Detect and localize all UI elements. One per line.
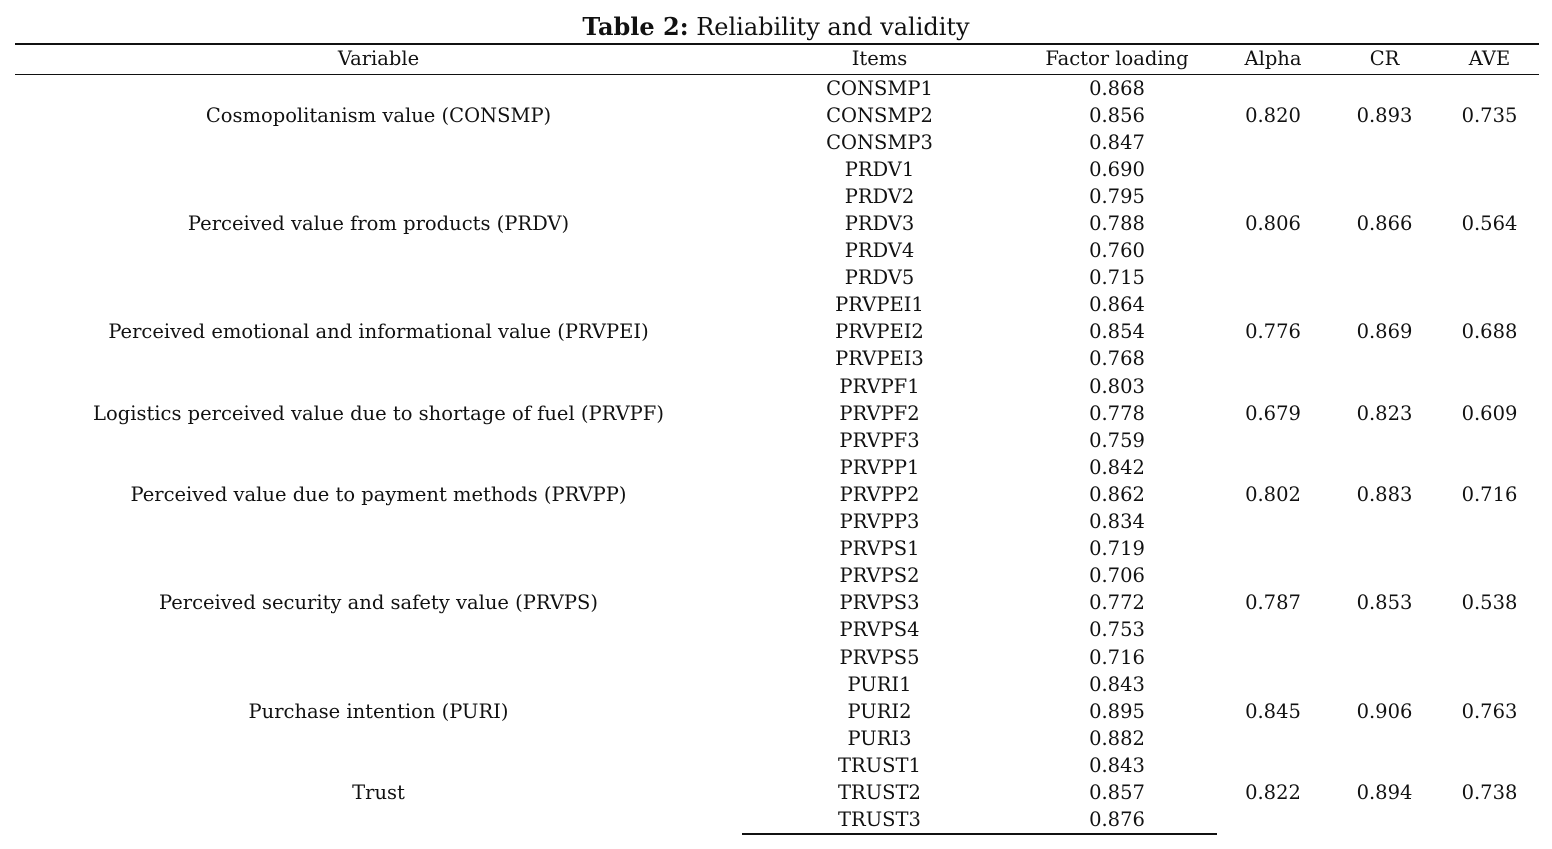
alpha-cell: 0.845	[1245, 699, 1301, 723]
item-cell: PRDV2	[844, 184, 915, 208]
ave-cell: 0.738	[1461, 781, 1518, 805]
item-cell: CONSMP3	[826, 130, 933, 154]
item-cell: PRVPF1	[839, 374, 920, 398]
factor-loading-cell: 0.719	[1089, 537, 1145, 561]
factor-loading-cell: 0.795	[1089, 184, 1145, 208]
table-row	[15, 74, 1539, 102]
item-cell: PRVPEI3	[835, 347, 924, 371]
ave-cell: 0.763	[1461, 699, 1518, 723]
item-cell: CONSMP1	[826, 76, 933, 100]
factor-loading-cell: 0.803	[1089, 374, 1145, 398]
alpha-cell: 0.806	[1245, 212, 1301, 236]
factor-loading-cell: 0.864	[1089, 293, 1145, 317]
factor-loading-cell: 0.843	[1089, 672, 1145, 696]
table-caption	[0, 12, 1552, 42]
factor-loading-cell: 0.834	[1089, 510, 1145, 534]
factor-loading-cell: 0.759	[1089, 428, 1145, 452]
alpha-cell: 0.820	[1245, 103, 1301, 127]
variable-cell: Perceived security and safety value (PRVPS)	[158, 591, 599, 615]
factor-loading-cell: 0.895	[1089, 699, 1145, 723]
variable-cell: Purchase intention (PURI)	[248, 699, 509, 723]
variable-cell: Cosmopolitanism value (CONSMP)	[205, 103, 552, 127]
ave-cell: 0.716	[1461, 482, 1518, 506]
factor-loading-cell: 0.715	[1089, 266, 1145, 290]
factor-loading-cell: 0.868	[1089, 76, 1145, 100]
item-cell: PRVPEI2	[835, 320, 924, 344]
factor-loading-cell: 0.882	[1089, 726, 1145, 750]
factor-loading-cell: 0.856	[1089, 103, 1145, 127]
item-cell: TRUST2	[838, 780, 921, 804]
ave-cell: 0.735	[1461, 103, 1518, 127]
factor-loading-cell: 0.768	[1089, 347, 1145, 371]
table-header	[15, 44, 1539, 74]
alpha-cell: 0.787	[1245, 591, 1301, 615]
table-row	[15, 752, 1539, 779]
factor-loading-cell: 0.706	[1089, 564, 1145, 588]
item-cell: PRVPS3	[839, 591, 920, 615]
table-row	[15, 156, 1539, 183]
table-row	[15, 373, 1539, 400]
ave-cell: 0.564	[1461, 212, 1518, 236]
item-cell: PRVPS1	[839, 537, 920, 561]
reliability-validity-table	[15, 43, 1539, 835]
factor-loading-cell: 0.753	[1089, 618, 1145, 642]
item-cell: PRVPS5	[839, 645, 920, 669]
item-cell: PURI2	[847, 699, 912, 723]
item-cell: PRDV1	[844, 157, 915, 181]
alpha-cell: 0.822	[1245, 781, 1301, 805]
variable-cell: Perceived value from products (PRDV)	[187, 212, 570, 236]
factor-loading-cell: 0.857	[1089, 780, 1145, 804]
cr-cell: 0.869	[1356, 320, 1413, 344]
cr-cell: 0.906	[1356, 699, 1413, 723]
item-cell: PURI1	[847, 672, 912, 696]
factor-loading-cell: 0.760	[1089, 239, 1145, 263]
column-header-alpha: Alpha	[1217, 44, 1329, 74]
item-cell: PRDV4	[844, 239, 915, 263]
item-cell: PRVPP3	[839, 510, 920, 534]
alpha-cell: 0.776	[1245, 320, 1301, 344]
table-caption-label: Table 2:	[582, 12, 689, 41]
column-header-items: Items	[742, 44, 1017, 74]
cr-cell: 0.893	[1356, 103, 1413, 127]
table-row	[15, 671, 1539, 698]
variable-cell: Perceived emotional and informational value (PRVPEI)	[108, 320, 649, 344]
factor-loading-cell: 0.690	[1089, 157, 1145, 181]
table-caption-text: Reliability and validity	[696, 13, 970, 41]
item-cell: TRUST1	[838, 753, 921, 777]
factor-loading-cell: 0.778	[1089, 401, 1145, 425]
item-cell: PRVPEI1	[835, 293, 924, 317]
table-row	[15, 291, 1539, 318]
cr-cell: 0.823	[1356, 401, 1413, 425]
cr-cell: 0.894	[1356, 781, 1413, 805]
factor-loading-cell: 0.843	[1089, 753, 1145, 777]
cr-cell: 0.883	[1356, 482, 1413, 506]
column-header-variable: Variable	[15, 44, 742, 74]
factor-loading-cell: 0.772	[1089, 591, 1145, 615]
factor-loading-cell: 0.788	[1089, 212, 1145, 236]
factor-loading-cell: 0.847	[1089, 130, 1145, 154]
item-cell: PRDV3	[844, 212, 915, 236]
cr-cell: 0.866	[1356, 212, 1413, 236]
item-cell: PRDV5	[844, 266, 915, 290]
ave-cell: 0.688	[1461, 320, 1518, 344]
factor-loading-cell: 0.854	[1089, 320, 1145, 344]
column-header-ave: AVE	[1440, 44, 1539, 74]
factor-loading-cell: 0.862	[1089, 482, 1145, 506]
header-row	[15, 44, 1539, 74]
ave-cell: 0.538	[1461, 591, 1518, 615]
column-header-factor-loading: Factor loading	[1017, 44, 1217, 74]
column-header-cr: CR	[1329, 44, 1440, 74]
factor-loading-cell: 0.842	[1089, 455, 1145, 479]
alpha-cell: 0.802	[1245, 482, 1301, 506]
table-body	[15, 74, 1539, 834]
ave-cell: 0.609	[1461, 401, 1518, 425]
factor-loading-cell: 0.716	[1089, 645, 1145, 669]
item-cell: PRVPS2	[839, 564, 920, 588]
item-cell: PRVPF3	[839, 428, 920, 452]
item-cell: CONSMP2	[826, 103, 933, 127]
table-row	[15, 535, 1539, 562]
variable-cell: Trust	[352, 781, 405, 805]
item-cell: PRVPS4	[839, 618, 920, 642]
table-row	[15, 454, 1539, 481]
alpha-cell: 0.679	[1245, 401, 1301, 425]
variable-cell: Perceived value due to payment methods (PRVPP)	[130, 482, 627, 506]
item-cell: PRVPF2	[839, 401, 920, 425]
item-cell: PRVPP1	[839, 455, 920, 479]
factor-loading-cell: 0.876	[1017, 806, 1217, 834]
item-cell: PRVPP2	[839, 482, 920, 506]
item-cell: TRUST3	[742, 806, 1017, 834]
variable-cell: Logistics perceived value due to shortage of fuel (PRVPF)	[93, 401, 664, 425]
cr-cell: 0.853	[1356, 591, 1413, 615]
item-cell: PURI3	[847, 726, 912, 750]
